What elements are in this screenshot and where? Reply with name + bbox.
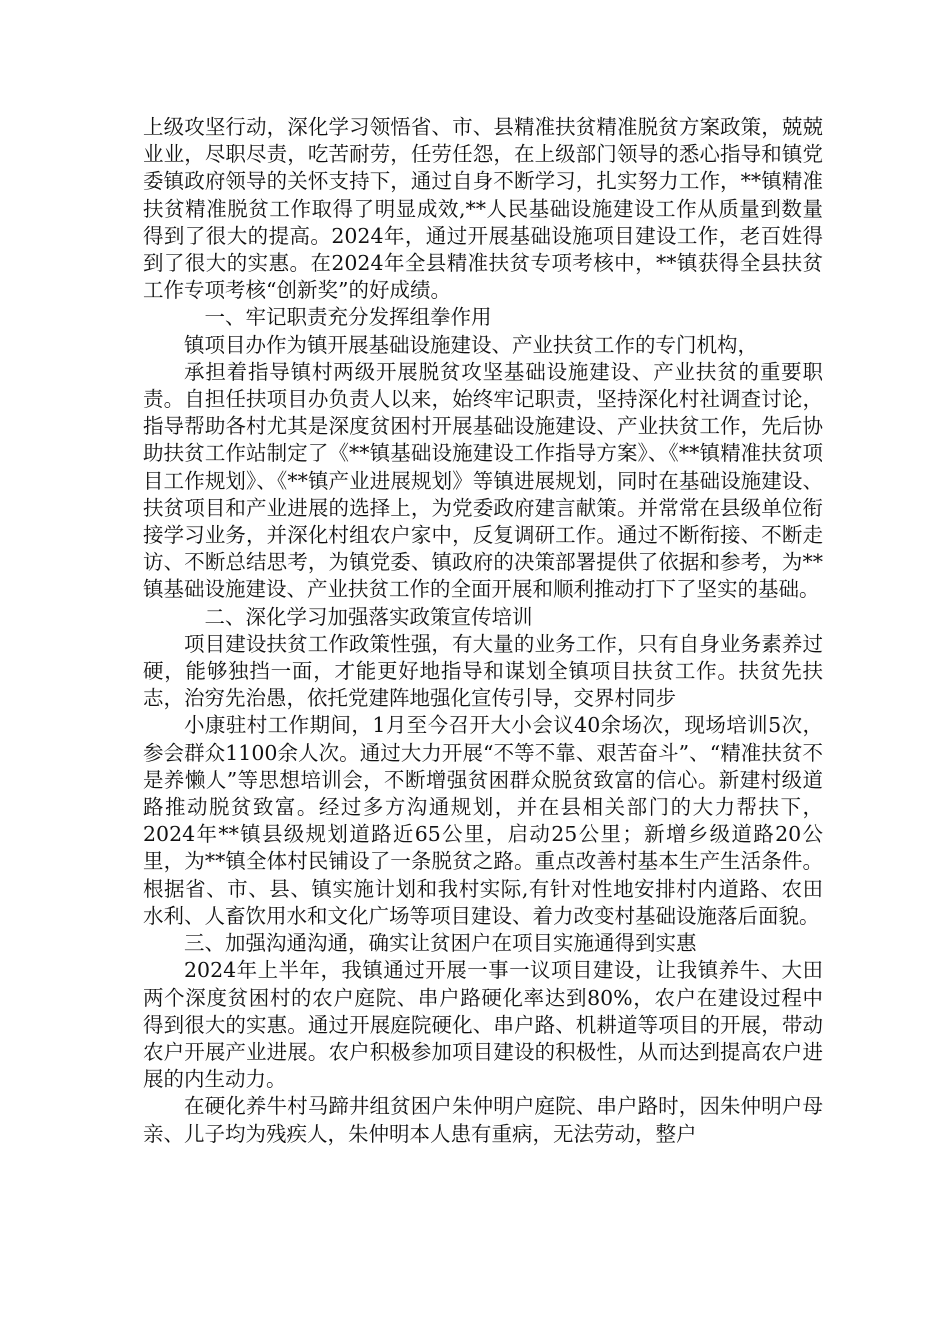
body-paragraph: 小康驻村工作期间，1月至今召开大小会议40余场次，现场培训5次，参会群众1100余人次。通过大力开展“不等不靠、艰苦奋斗”、“精准扶贫不是养懒人”等思想培训会，不断增强贫困群众脱贫致富的信心。新建村级道路推动脱贫致富。经过多方沟通规划，并在县相关部门的大力帮扶下，2024年**镇县级规划道路近65公里，启动25公里；新增乡级道路20公里，为**镇全体村民铺设了一条脱贫之路。重点改善村基本生产生活条件。根据省、市、县、镇实施计划和我村实际,有针对性地安排村内道路、农田水利、人畜饮用水和文化广场等项目建设、着力改变村基础设施落后面貌。 (143, 713, 823, 928)
body-paragraph: 承担着指导镇村两级开展脱贫攻坚基础设施建设、产业扶贫的重要职责。自担任扶项目办负责人以来，始终牢记职责，坚持深化村社调查讨论，指导帮助各村尤其是深度贫困村开展基础设施建设、产业扶贫工作，先后协助扶贫工作站制定了《**镇基础设施建设工作指导方案》、《**镇精准扶贫项目工作规划》、《**镇产业进展规划》等镇进展规划，同时在基础设施建设、扶贫项目和产业进展的选择上，为党委政府建言献策。并常常在县级单位衔接学习业务，并深化村组农户家中，反复调研工作。通过不断衔接、不断走访、不断总结思考，为镇党委、镇政府的决策部署提供了依据和参考，为**镇基础设施建设、产业扶贫工作的全面开展和顺利推动打下了坚实的基础。 (143, 359, 823, 602)
document-body (143, 114, 823, 1148)
body-paragraph: 镇项目办作为镇开展基础设施建设、产业扶贫工作的专门机构， (184, 332, 758, 357)
body-paragraph: 2024年上半年，我镇通过开展一事一议项目建设，让我镇养牛、大田两个深度贫困村的农户庭院、串户路硬化率达到80%，农户在建设过程中得到很大的实惠。通过开展庭院硬化、串户路、机耕道等项目的开展，带动农户开展产业进展。农户积极参加项目建设的积极性，从而达到提高农户进展的内生动力。 (143, 958, 823, 1092)
body-paragraph: 上级攻坚行动，深化学习领悟省、市、县精准扶贫精准脱贫方案政策，兢兢业业，尽职尽责，吃苦耐劳，任劳任怨，在上级部门领导的悉心指导和镇党委镇政府领导的关怀支持下，通过自身不断学习，扎实努力工作，**镇精准扶贫精准脱贫工作取得了明显成效,**人民基础设施建设工作从质量到数量得到了很大的提高。2024年，通过开展基础设施项目建设工作，老百姓得到了很大的实惠。在2024年全县精准扶贫专项考核中，**镇获得全县扶贫工作专项考核“创新奖”的好成绩。 (143, 115, 823, 303)
section-heading-3: 三、加强沟通沟通，确实让贫困户在项目实施通得到实惠 (184, 931, 697, 956)
body-paragraph: 在硬化养牛村马蹄井组贫困户朱仲明户庭院、串户路时，因朱仲明户母亲、儿子均为残疾人，朱仲明本人患有重病，无法劳动，整户 (143, 1094, 823, 1146)
section-heading-2: 二、深化学习加强落实政策宣传培训 (204, 604, 533, 629)
body-paragraph: 项目建设扶贫工作政策性强，有大量的业务工作，只有自身业务素养过硬，能够独挡一面，才能更好地指导和谋划全镇项目扶贫工作。扶贫先扶志，治穷先治愚，依托党建阵地强化宣传引导，交界村同步 (143, 631, 823, 711)
section-heading-1: 一、牢记职责充分发挥组拳作用 (204, 305, 492, 330)
